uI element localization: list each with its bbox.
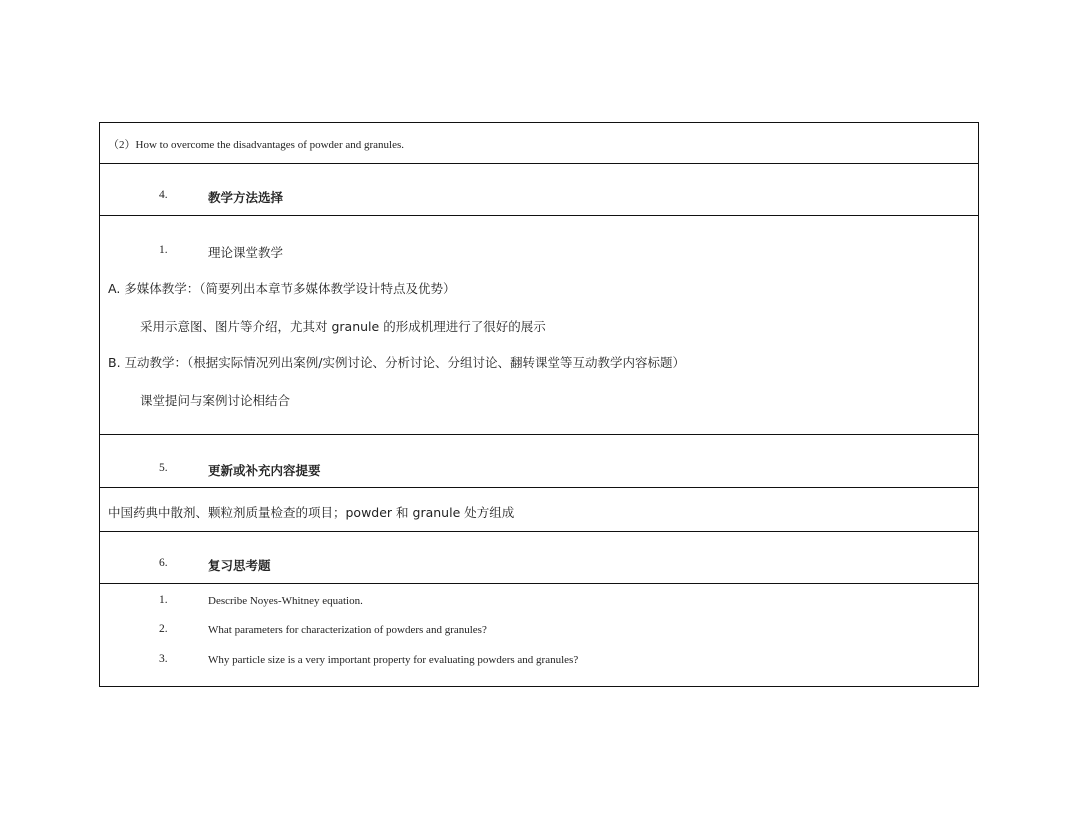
method-item-number: 1. (159, 244, 168, 256)
question-3-text: Why particle size is a very important property for evaluating powders and granules? (208, 654, 579, 666)
question-1-text: Describe Noyes-Whitney equation. (208, 595, 363, 607)
lesson-plan-table (99, 122, 979, 687)
update-content-text: 中国药典中散剂、颗粒剂质量检查的项目；powder 和 granule 处方组成 (108, 505, 515, 520)
question-3-number: 3. (159, 653, 168, 665)
section-6-header-row (100, 532, 978, 584)
section-4-title: 教学方法选择 (208, 190, 284, 205)
method-item-label: 理论课堂教学 (208, 245, 284, 260)
question-1-number: 1. (159, 594, 168, 606)
multimedia-title: A. 多媒体教学：（简要列出本章节多媒体教学设计特点及优势） (108, 281, 456, 296)
question-2-text: What parameters for characterization of powders and granules? (208, 624, 487, 636)
multimedia-body: 采用示意图、图片等介绍，尤其对 granule 的形成机理进行了很好的展示 (140, 319, 546, 334)
update-content-row (100, 488, 978, 532)
section-5-number: 5. (159, 462, 168, 474)
objective-text: （2）How to overcome the disadvantages of powder and granules. (108, 139, 405, 151)
teaching-methods-row (100, 216, 978, 435)
section-5-title: 更新或补充内容提要 (208, 463, 321, 478)
question-2-number: 2. (159, 623, 168, 635)
section-6-title: 复习思考题 (208, 558, 271, 573)
review-questions-row (100, 584, 978, 685)
section-4-number: 4. (159, 189, 168, 201)
objective-row (100, 123, 978, 164)
section-5-header-row (100, 435, 978, 488)
section-6-number: 6. (159, 557, 168, 569)
interactive-body: 课堂提问与案例讨论相结合 (140, 393, 291, 408)
section-4-header-row (100, 164, 978, 216)
interactive-title: B. 互动教学：（根据实际情况列出案例/实例讨论、分析讨论、分组讨论、翻转课堂等互动教学内容标题） (108, 355, 685, 370)
